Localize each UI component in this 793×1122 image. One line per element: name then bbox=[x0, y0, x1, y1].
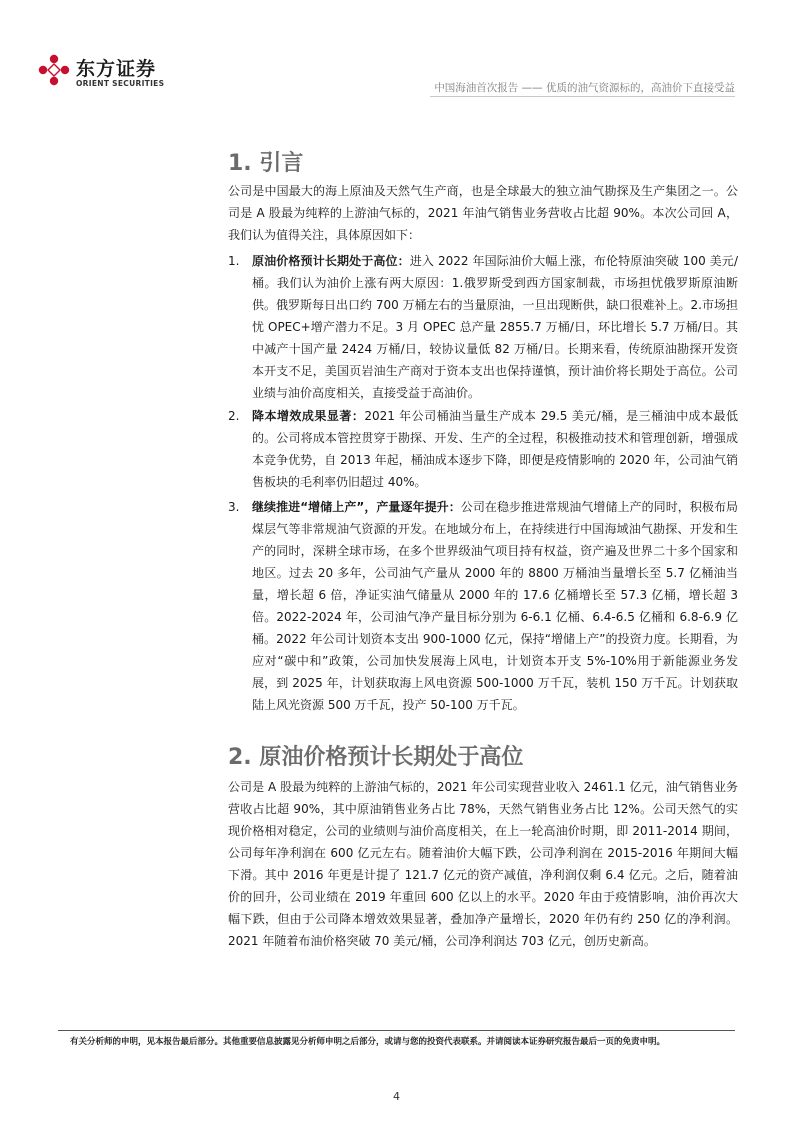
logo-english-name: ORIENT SECURITIES bbox=[76, 79, 165, 88]
list-item-1 bbox=[228, 250, 738, 404]
list-item-3 bbox=[228, 496, 738, 716]
section-2-title: 2. 原油价格预计长期处于高位 bbox=[228, 745, 524, 770]
list-item-2 bbox=[228, 405, 738, 493]
list-item-number: 2. bbox=[228, 409, 240, 423]
company-logo bbox=[38, 54, 168, 90]
page-number: 4 bbox=[393, 1090, 400, 1103]
list-item-number: 1. bbox=[228, 254, 240, 268]
list-item-lead: 原油价格预计长期处于高位： bbox=[252, 254, 410, 268]
header-divider bbox=[430, 96, 735, 97]
list-item-number: 3. bbox=[228, 500, 240, 514]
section-1-title: 1. 引言 bbox=[228, 151, 304, 176]
report-subtitle: 中国海油首次报告 —— 优质的油气资源标的，高油价下直接受益 bbox=[434, 82, 735, 94]
orient-logo-icon bbox=[38, 54, 70, 86]
logo-chinese-name: 东方证券 bbox=[76, 58, 157, 80]
footer-disclaimer: 有关分析师的申明，见本报告最后部分。其他重要信息披露见分析师申明之后部分，或请与您的投资代表联系。并请阅读本证券研究报告最后一页的免责申明。 bbox=[70, 1037, 666, 1047]
section-2-body: 公司是 A 股最为纯粹的上游油气标的，2021 年公司实现营业收入 2461.1 亿元，油气销售业务营收占比超 90%，其中原油销售业务占比 78%，天然气销售业务占比 12%。公司天然气的实现价格相对稳定，公司的业绩则与油价高度相关，在上一轮高油价时期，即 2011-2014 期间，公司每年净利润在 600 亿元左右。随着油价大幅下跌，公司净利润在 2015-2016 年期间大幅下滑。其中 2016 年更是计提了 121.7 亿元的资产减值，净利润仅剩 6.4 亿元。之后，随着油价的回升，公司业绩在 2019 年重回 600 亿以上的水平。2020 年由于疫情影响，油价再次大幅下跌，但由于公司降本增效效果显著，叠加净产量增长，2020 年仍有约 250 亿的净利润。2021 年随着布油价格突破 70 美元/桶，公司净利润达 703 亿元，创历史新高。 bbox=[228, 780, 738, 948]
footer-divider bbox=[58, 1030, 735, 1031]
list-item-text: 2021 年公司桶油当量生产成本 29.5 美元/桶，是三桶油中成本最低的。公司将成本管控贯穿于勘探、开发、生产的全过程，积极推动技术和管理创新，增强成本竞争优势，自 2013 年起，桶油成本逐步下降，即便是疫情影响的 2020 年，公司油气销售板块的毛利率仍旧超过 40%。 bbox=[252, 409, 738, 489]
list-item-text: 进入 2022 年国际油价大幅上涨，布伦特原油突破 100 美元/桶。我们认为油价上涨有两大原因：1.俄罗斯受到西方国家制裁，市场担忧俄罗斯原油断供。俄罗斯每日出口约 700 万桶左右的当量原油，一旦出现断供，缺口很难补上。2.市场担忧 OPEC+增产潜力不足。3 月 OPEC 总产量 2855.7 万桶/日，环比增长 5.7 万桶/日。其中减产十国产量 2424 万桶/日，较协议量低 82 万桶/日。长期来看，传统原油勘探开发资本开支不足，美国页岩油生产商对于资本支出也保持谨慎，预计油价将长期处于高位。公司业绩与油价高度相关，直接受益于高油价。 bbox=[252, 254, 738, 400]
section-1-intro: 公司是中国最大的海上原油及天然气生产商，也是全球最大的独立油气勘探及生产集团之一。公司是 A 股最为纯粹的上游油气标的，2021 年油气销售业务营收占比超 90%。本次公司回 A，我们认为值得关注，具体原因如下： bbox=[228, 184, 738, 242]
list-item-text: 公司在稳步推进常规油气增储上产的同时，积极布局煤层气等非常规油气资源的开发。在地域分布上，在持续进行中国海域油气勘探、开发和生产的同时，深耕全球市场，在多个世界级油气项目持有权益，资产遍及世界二十多个国家和地区。过去 20 多年，公司油气产量从 2000 年的 8800 万桶油当量增长至 5.7 亿桶油当量，增长超 6 倍，净证实油气储量从 2000 年的 17.6 亿桶增长至 57.3 亿桶，增长超 3 倍。2022-2024 年，公司油气净产量目标分别为 6-6.1 亿桶、6.4-6.5 亿桶和 6.8-6.9 亿桶。2022 年公司计划资本支出 900-1000 亿元，保持“增储上产”的投资力度。长期看，为应对“碳中和”政策，公司加快发展海上风电，计划资本开支 5%-10%用于新能源业务发展，到 2025 年，计划获取海上风电资源 500-1000 万千瓦，装机 150 万千瓦。计划获取陆上风光资源 500 万千瓦，投产 50-100 万千瓦。 bbox=[252, 500, 738, 712]
list-item-lead: 继续推进“增储上产”，产量逐年提升： bbox=[252, 500, 461, 514]
list-item-lead: 降本增效成果显著： bbox=[252, 409, 365, 423]
